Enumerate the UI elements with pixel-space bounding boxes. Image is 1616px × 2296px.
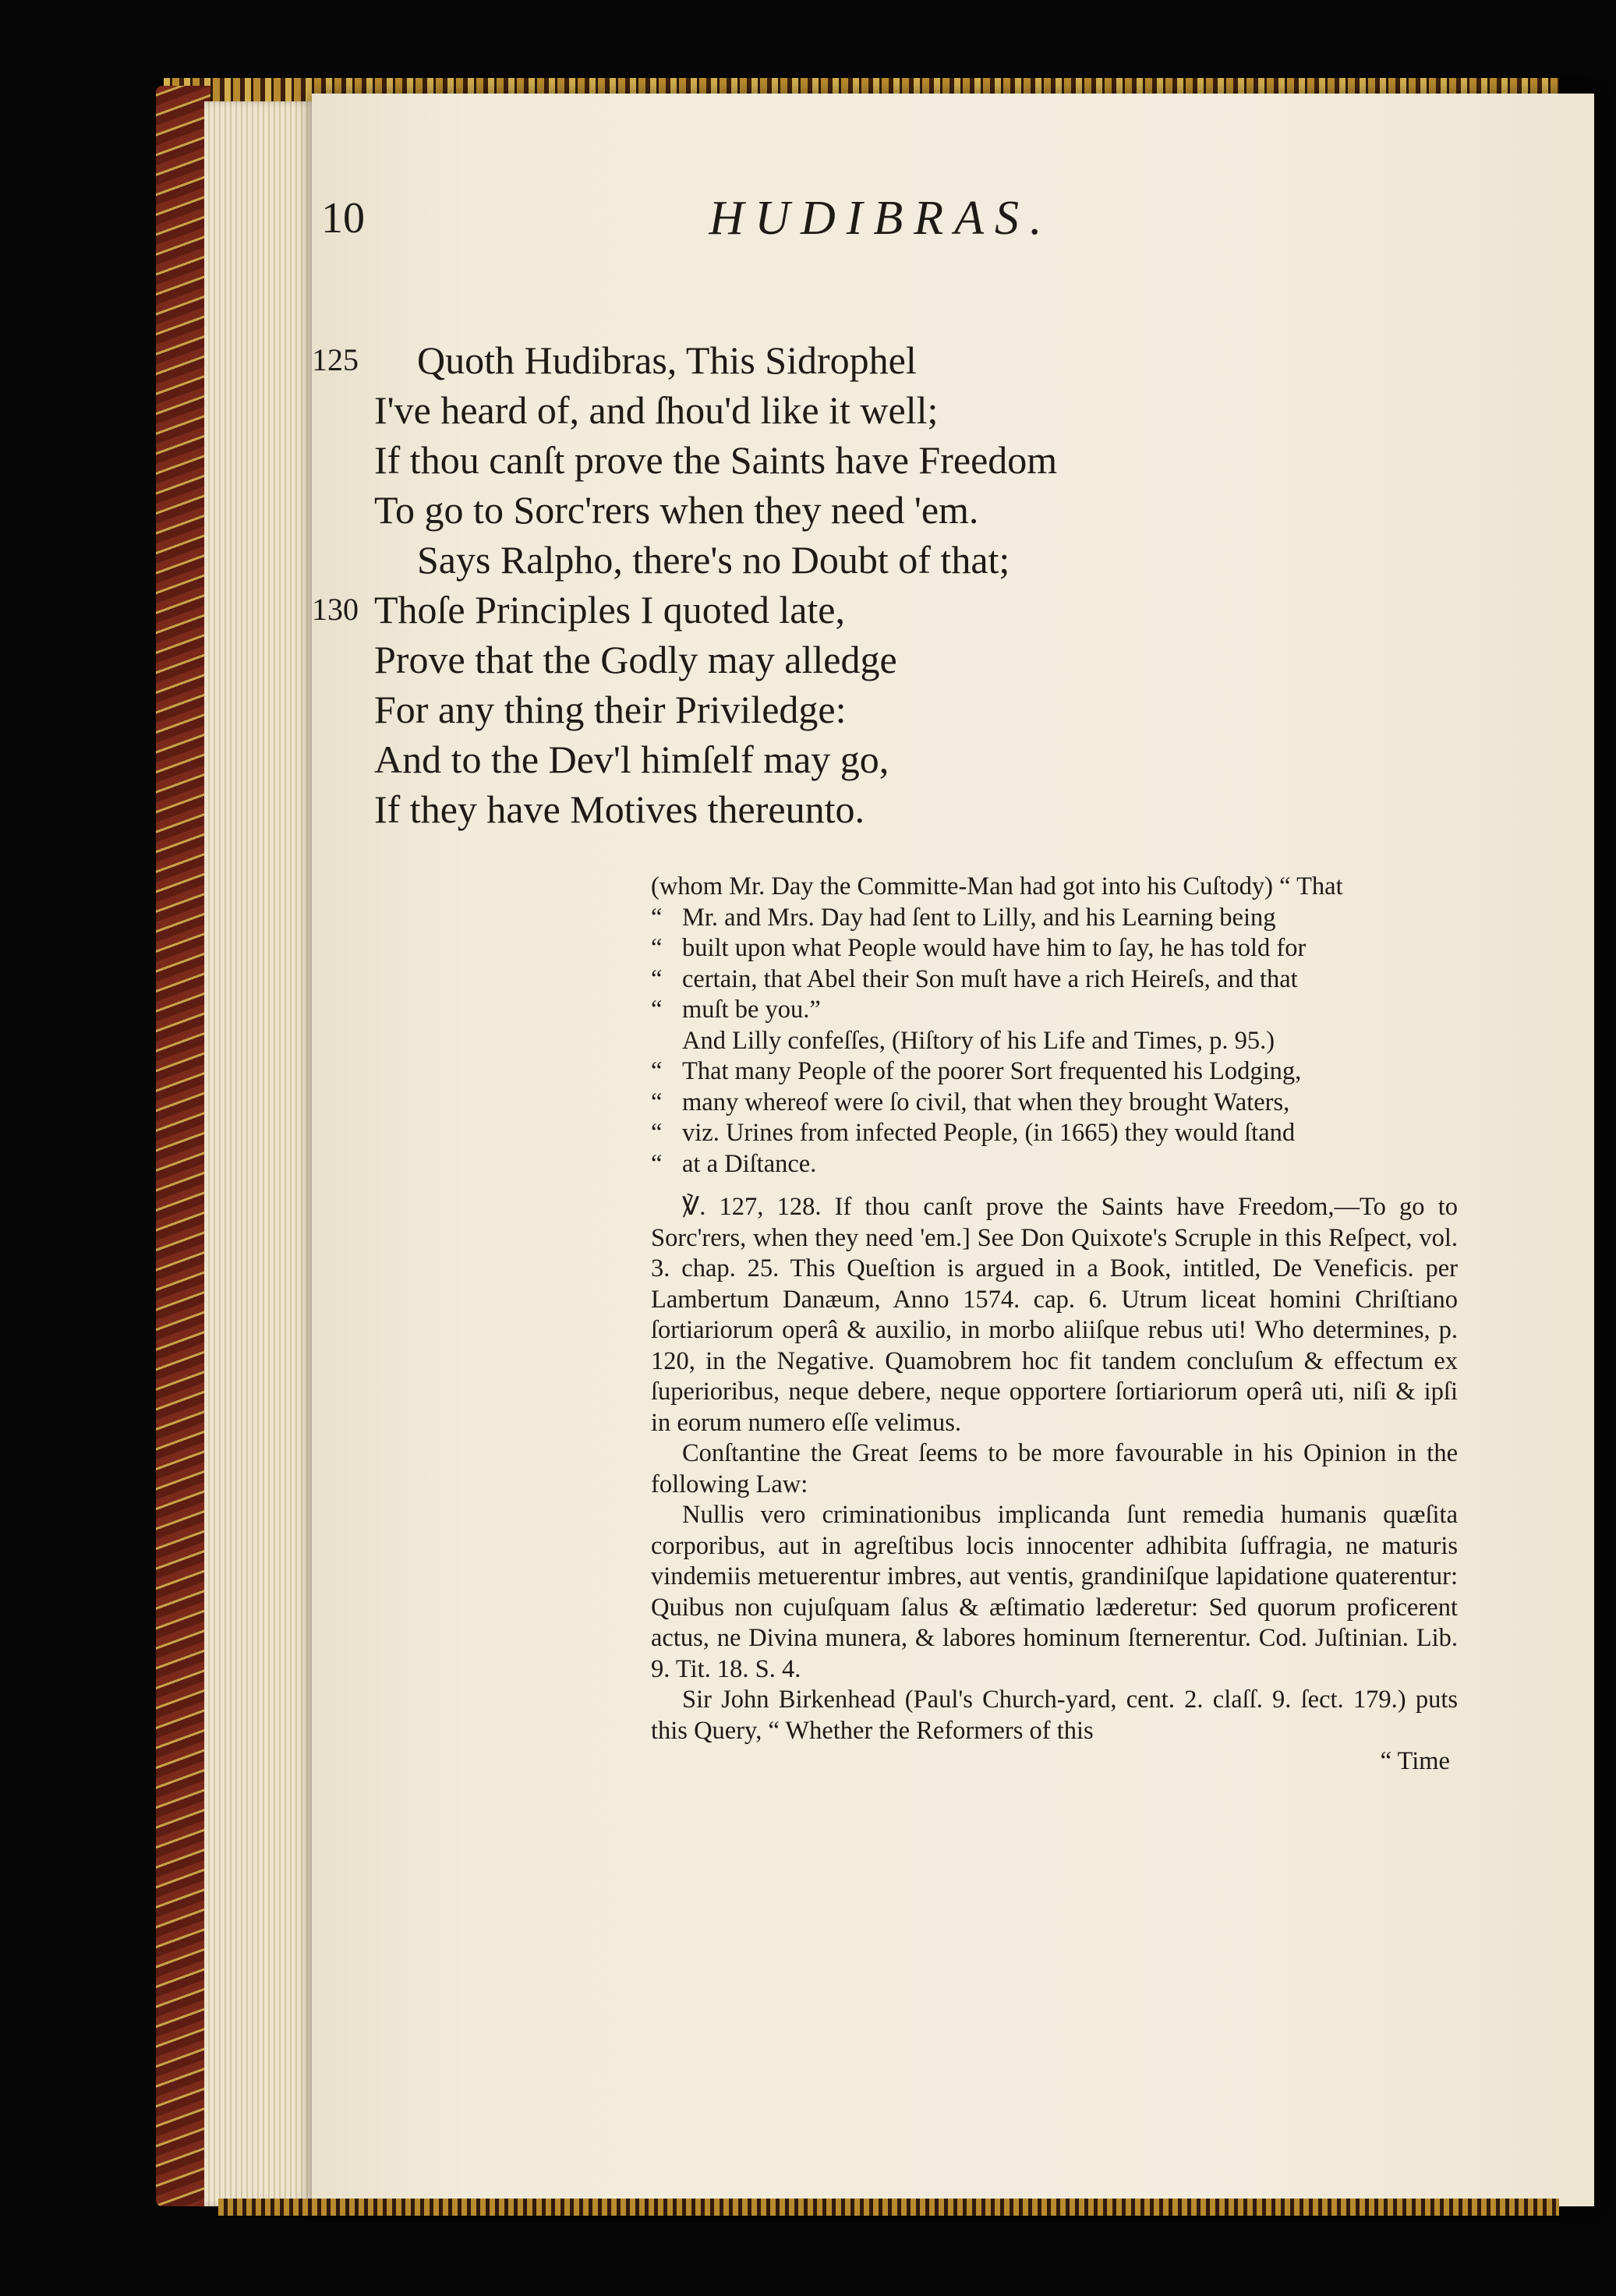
verse-line	[0, 685, 1130, 734]
verse-block	[0, 335, 1130, 834]
catchword: “ Time	[1380, 1747, 1450, 1775]
quote-mark: “	[651, 964, 663, 993]
quoted-line: “ at a Diſtance.	[651, 1149, 1458, 1180]
verse-line	[0, 385, 1130, 435]
verse-text: Says Ralpho, there's no Doubt of that;	[417, 538, 1010, 582]
note-paragraph: Nullis vero criminationibus implicanda ſunt remedia humanis quæſita corporibus, aut in agreſtibus locis innocenter adhibita ſuffragia, ne maturis vindemiis metuerentur imbres, aut ventis, grandiniſque lapidatione quaterentur: Quibus non cujuſquam ſalus & æſtimatio læderetur: Sed quorum proficerent actus, ne Divina munera, & labores hominum ſternerentur. Cod. Juſtinian. Lib. 9. Tit. 18. S. 4.	[651, 1501, 1458, 1683]
verse-line	[0, 784, 1130, 834]
verse-text: And to the Dev'l himſelf may go,	[374, 738, 889, 781]
verse-text: I've heard of, and ſhou'd like it well;	[374, 388, 939, 432]
verse-text: Thoſe Principles I quoted late,	[374, 588, 846, 631]
quoted-line: “ viz. Urines from infected People, (in 1665) they would ſtand	[651, 1118, 1458, 1149]
quote-mark: “	[651, 996, 663, 1024]
quote-mark: “	[651, 1119, 663, 1147]
line-number: 130	[312, 592, 359, 627]
verse-text: If thou canſt prove the Saints have Freedom	[374, 438, 1058, 482]
verse-text: For any thing their Priviledge:	[374, 688, 847, 731]
verse-text: Prove that the Godly may alledge	[374, 638, 897, 681]
quote-mark: “	[651, 1149, 663, 1178]
quoted-line: “ muſt be you.”	[651, 995, 1458, 1026]
quoted-line: “ That many People of the poorer Sort frequented his Lodging,	[651, 1056, 1458, 1088]
footnotes	[651, 872, 1458, 1778]
quoted-line: “ certain, that Abel their Son muſt have a rich Heireſs, and that	[651, 964, 1458, 996]
verse-line	[0, 335, 1130, 385]
gilt-binding-bottom	[218, 2199, 1559, 2216]
note-paragraph: Conſtantine the Great ſeems to be more favourable in his Opinion in the following Law:	[651, 1439, 1458, 1498]
quote-mark: “	[651, 1088, 663, 1116]
line-number: 125	[312, 342, 359, 377]
quoted-line: “ Mr. and Mrs. Day had ſent to Lilly, and his Learning being	[651, 903, 1458, 934]
quote-mark: “	[651, 903, 663, 932]
quoted-line: “ built upon what People would have him to ſay, he has told for	[651, 933, 1458, 964]
note-paragraph: (whom Mr. Day the Committe-Man had got into his Cuſtody) “ That	[651, 872, 1343, 900]
quote-mark: “	[651, 1057, 663, 1085]
note-paragraph: Sir John Birkenhead (Paul's Church-yard, cent. 2. claſſ. 9. ſect. 179.) puts this Query, “ Whether the Reformers of this	[651, 1686, 1458, 1745]
verse-line	[0, 435, 1130, 485]
quote-mark: “	[651, 934, 663, 962]
verse-line	[0, 585, 1130, 635]
quoted-line: “ many whereof were ſo civil, that when they brought Waters,	[651, 1088, 1458, 1119]
note-paragraph: And Lilly confeſſes, (Hiſtory of his Life and Times, p. 95.)	[682, 1026, 1275, 1055]
verse-text: Quoth Hudibras, This Sidrophel	[417, 338, 917, 382]
note-paragraph: ℣. 127, 128. If thou canſt prove the Saints have Freedom,—To go to Sorc'rers, when they need 'em.] See Don Quixote's Scruple in this Reſpect, vol. 3. chap. 25. This Queſtion is argued in a Book, intitled, De Veneficis. per Lambertum Danæum, Anno 1574. cap. 6. Utrum liceat homini Chriſtiano ſortiariorum operâ & auxilio, in morbo aliiſque rebus uti! Who determines, p. 120, in the Negative. Quamobrem hoc fit tandem concluſum & effectum ex ſuperioribus, neque debere, neque opportere ſortiariorum operâ uti, niſi & ipſi in eorum numero eſſe velimus.	[651, 1193, 1458, 1437]
verse-line	[0, 535, 1130, 585]
running-title: HUDIBRAS.	[709, 192, 1053, 245]
verse-text: If they have Motives thereunto.	[374, 787, 865, 831]
page-number: 10	[321, 194, 365, 242]
verse-line	[0, 635, 1130, 685]
verse-text: To go to Sorc'rers when they need 'em.	[374, 488, 979, 532]
verse-line	[0, 734, 1130, 784]
verse-line	[0, 485, 1130, 535]
spacer	[651, 1180, 1458, 1192]
